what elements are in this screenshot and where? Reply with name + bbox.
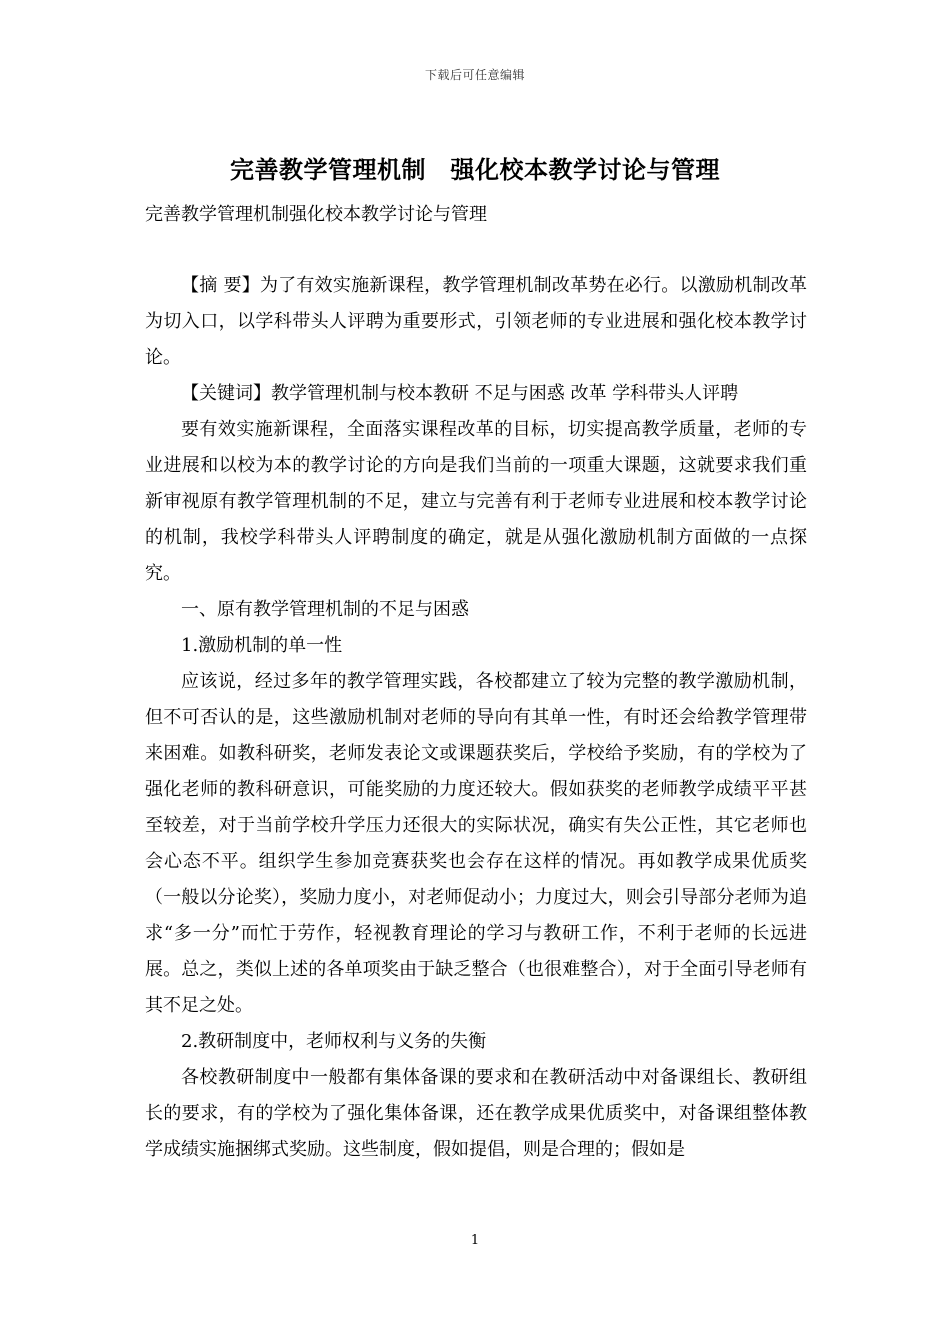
keywords-paragraph: 【关键词】教学管理机制与校本教研 不足与困惑 改革 学科带头人评聘 bbox=[181, 383, 739, 404]
body-paragraph: 应该说，经过多年的教学管理实践，各校都建立了较为完整的教学激励机制，但不可否认的是，这些激励机制对老师的导向有其单一性，有时还会给教学管理带来困难。如教科研奖，老师发表论文或课题获奖后，学校给予奖励，有的学校为了强化老师的教科研意识，可能奖励的力度还较大。假如获奖的老师教学成绩平平甚至较差，对于当前学校升学压力还很大的实际状况，确实有失公正性，其它老师也会心态不平。组织学生参加竞赛获奖也会存在这样的情况。再如教学成果优质奖（一般以分论奖），奖励力度小，对老师促动小；力度过大，则会引导部分老师为追求“多一分”而忙于劳作，轻视教育理论的学习与教研工作，不利于老师的长远进展。总之，类似上述的各单项奖由于缺乏整合（也很难整合），对于全面引导老师有其不足之处。 bbox=[145, 671, 807, 1016]
document-body bbox=[145, 268, 807, 1168]
section-heading-1: 一、原有教学管理机制的不足与困惑 bbox=[181, 599, 469, 620]
intro-paragraph: 要有效实施新课程，全面落实课程改革的目标，切实提高教学质量，老师的专业进展和以校为本的教学讨论的方向是我们当前的一项重大课题，这就要求我们重新审视原有教学管理机制的不足，建立与完善有利于老师专业进展和校本教学讨论的机制，我校学科带头人评聘制度的确定，就是从强化激励机制方面做的一点探究。 bbox=[145, 419, 807, 584]
body-paragraph: 各校教研制度中一般都有集体备课的要求和在教研活动中对备课组长、教研组长的要求，有的学校为了强化集体备课，还在教学成果优质奖中，对备课组整体教学成绩实施捆绑式奖励。这些制度，假如提倡，则是合理的；假如是 bbox=[145, 1067, 807, 1160]
document-subtitle: 完善教学管理机制强化校本教学讨论与管理 bbox=[145, 204, 487, 225]
header-note: 下载后可任意编辑 bbox=[424, 68, 525, 82]
subsection-heading-1: 1.激励机制的单一性 bbox=[181, 635, 343, 656]
page-number: 1 bbox=[470, 1233, 480, 1248]
subsection-heading-2: 2.教研制度中，老师权利与义务的失衡 bbox=[181, 1031, 487, 1052]
abstract-paragraph: 【摘 要】为了有效实施新课程，教学管理机制改革势在必行。以激励机制改革为切入口，以学科带头人评聘为重要形式，引领老师的专业进展和强化校本教学讨论。 bbox=[145, 275, 807, 368]
document-title: 完善教学管理机制 强化校本教学讨论与管理 bbox=[230, 155, 720, 184]
